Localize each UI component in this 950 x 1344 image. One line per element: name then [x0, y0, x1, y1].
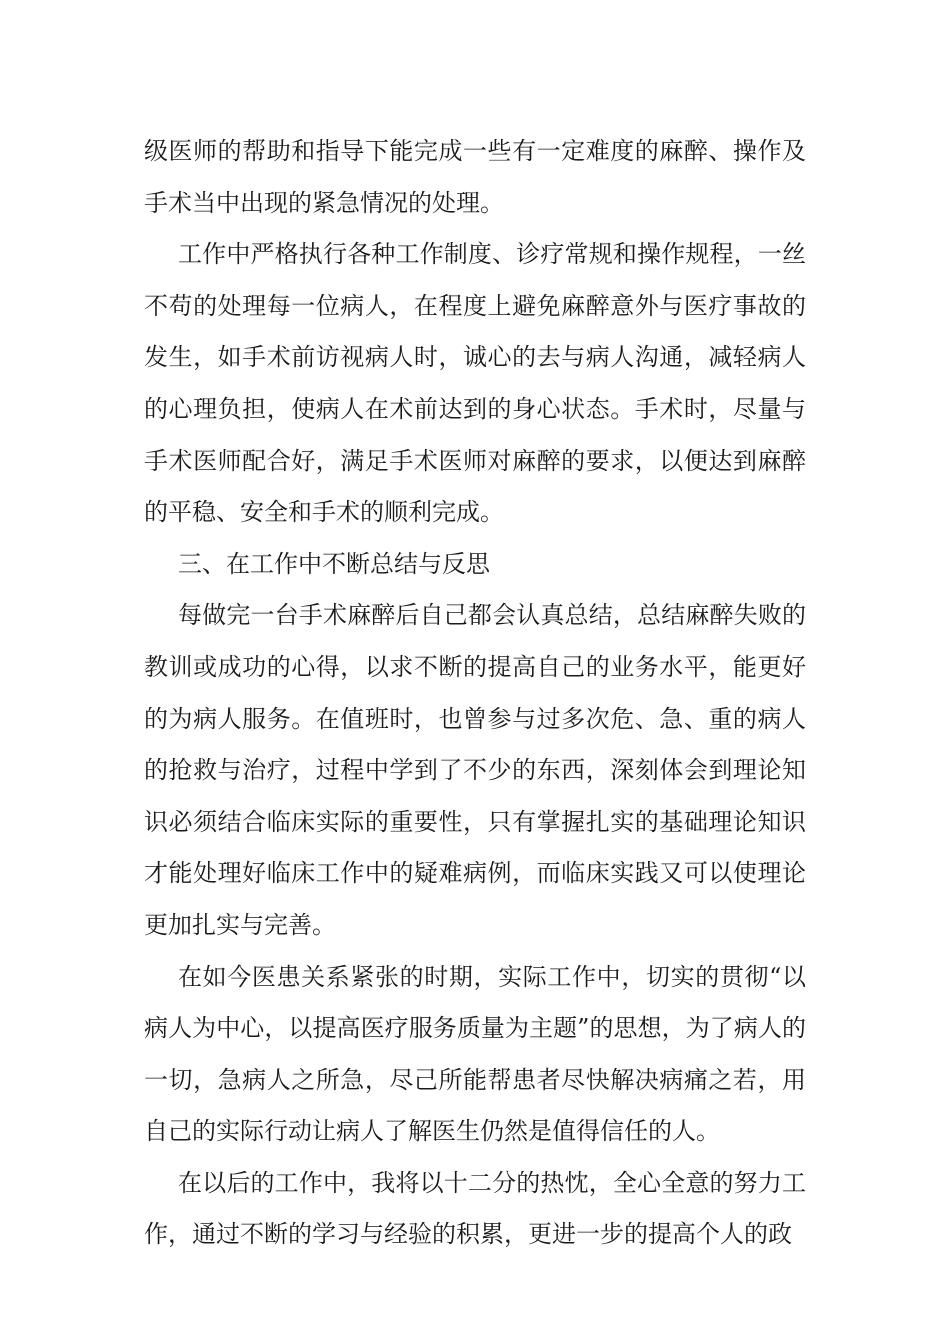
section-heading-summary-reflection: 三、在工作中不断总结与反思: [178, 549, 490, 578]
paragraph-work-rules: 工作中严格执行各种工作制度、诊疗常规和操作规程，一丝不苟的处理每一位病人，在程度上避免麻醉意外与医疗事故的发生，如手术前访视病人时，诚心的去与病人沟通，减轻病人的心理负担，使病人在术前达到的身心状态。手术时，尽量与手术医师配合好，满足手术医师对麻醉的要求，以便达到麻醉的平稳、安全和手术的顺利完成。: [144, 240, 806, 527]
paragraph-continuation: 级医师的帮助和指导下能完成一些有一定难度的麻醉、操作及手术当中出现的紧急情况的处理。: [144, 137, 806, 217]
paragraph-future-work: 在以后的工作中，我将以十二分的热忱，全心全意的努力工作，通过不断的学习与经验的积累，更进一步的提高个人的政: [144, 1168, 806, 1249]
paragraph-patient-centered: 在如今医患关系紧张的时期，实际工作中，切实的贯彻“以病人为中心，以提高医疗服务质量为主题”的思想，为了病人的一切，急病人之所急，尽己所能帮患者尽快解决病痛之若，用自己的实际行动让病人了解医生仍然是值得信任的人。: [144, 962, 806, 1146]
document-body: [144, 126, 806, 1261]
paragraph-summary: 每做完一台手术麻醉后自己都会认真总结，总结麻醉失败的教训或成功的心得，以求不断的提高自己的业务水平，能更好的为病人服务。在值班时，也曾参与过多次危、急、重的病人的抢救与治疗，过程中学到了不少的东西，深刻体会到理论知识必须结合临床实际的重要性，只有掌握扎实的基础理论知识才能处理好临床工作中的疑难病例，而临床实践又可以使理论更加扎实与完善。: [144, 601, 806, 939]
